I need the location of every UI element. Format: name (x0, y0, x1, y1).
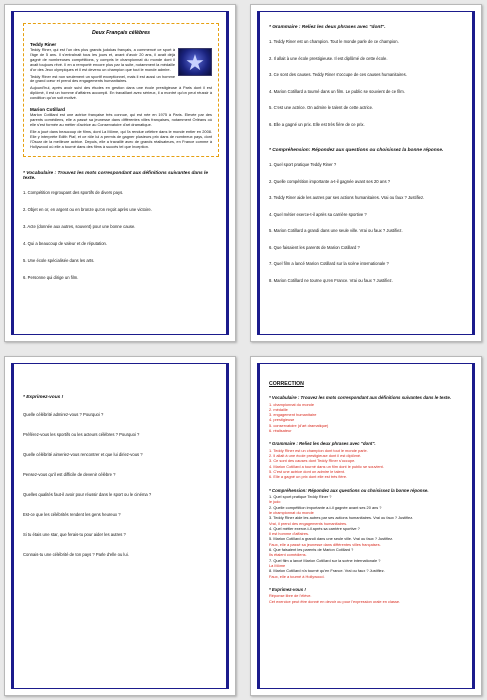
express-item: Quelles qualités faut-il avoir pour réussir dans le sport ou le cinéma ? (23, 492, 152, 497)
grammar-item: 6. Elle a gagné un prix. Elle est très fière de ce prix. (269, 121, 365, 127)
answer: 2. médaille (269, 406, 288, 412)
correction-title: CORRECTION (269, 381, 304, 387)
box-title: Deux Français célèbres (92, 30, 150, 36)
page-1 (4, 4, 236, 342)
question: 3. Teddy Riner aide les autres par ses actions humanitaires. Vrai ou faux ? Justifiez. (269, 515, 414, 521)
grammar-item: 3. Ce sont des causes. Teddy Riner s'occupe de ces causes humanitaires. (269, 72, 407, 77)
teddy-photo (178, 48, 212, 76)
question: 8. Marion Cotillard n'a tourné qu'en France. Vrai ou faux ? Justifiez. (269, 568, 385, 574)
grammar-item: 4. Marion Cotillard a tourné dans un film. Le public se souvient de ce film. (269, 88, 405, 94)
vocab-item: 3. Acte (donnée aux autres, souvent) pour une bonne cause. (23, 224, 136, 230)
grammar-item: 5. C'est une actrice. On admire le talent de cette actrice. (269, 105, 374, 110)
vocab-item: 5. Une école spécialisée dans les arts. (23, 258, 95, 264)
page-4 (250, 356, 482, 696)
answer: La Môme (269, 562, 286, 568)
comprehension-item: 8. Marion Cotillard ne tourne qu'en France. Vrai ou faux ? Justifiez. (269, 277, 393, 283)
comprehension-item: 7. Quel film a lancé Marion Cotillard sur la scène internationale ? (269, 261, 389, 266)
bio-paragraph: Marion Cotillard est une actrice française très connue, qui est née en 1975 à Paris. Elevée par des parents comédiens, elle a passé sa jeunesse dans différentes villes françaises, notamment Orléans où elle s'est formée au métier d'actrice au Conservatoire d'art dramatique. (30, 112, 212, 127)
correction-express-heading: * Exprimez-vous ! (269, 586, 306, 592)
vocab-item: 1. Compétition regroupant des sportifs de divers pays. (23, 190, 124, 196)
answer: Faux, elle a tourné à Hollywood. (269, 573, 325, 579)
answer: 4. prestigieuse (269, 417, 295, 423)
correction-comprehension-heading: * Compréhension: Répondez aux questions ou choisissez la bonne réponse. (269, 487, 429, 493)
express-item: Quelle célébrité admirez-vous ? Pourquoi ? (23, 412, 104, 417)
page-1-content (23, 21, 219, 292)
answer: 5. conservatoire (d'art dramatique) (269, 422, 329, 428)
answer: Faux, elle a passé sa jeunesse dans différentes villes françaises. (269, 541, 381, 547)
comprehension-item: 1. Quel sport pratique Teddy Riner ? (269, 162, 337, 167)
comprehension-item: 4. Quel métier exerce-t-il après sa carrière sportive ? (269, 211, 367, 217)
answer: 3. engagement humanitaire (269, 412, 317, 418)
grammar-item: 2. Il allait à une école prestigieuse. Il est diplômé de cette école. (269, 55, 388, 61)
correction-vocab-heading: * Vocabulaire : Trouvez les mots correspondant aux définitions suivantes dans le texte. (269, 395, 452, 400)
answer: 5. C'est une actrice dont on admire le talent. (269, 468, 346, 474)
page-3 (4, 356, 236, 696)
answer: le judo (269, 499, 281, 505)
bio-paragraph: Teddy Riner, qui est l'un des plus grands judokas français, a commencé ce sport à l'âge de 5 ans. Il s'entraînait tous les jours et, avant d'avoir 20 ans, il avait déjà gagné de nombreuses compétitions, y compris le championnat du monde dont il avait toujours rêvé. Il en a remporté encore plus par la suite, notamment la médaille d'or des Jeux olympiques et il est devenu un champion que tout le monde admire. (30, 47, 175, 72)
star-icon: ★ (185, 50, 205, 75)
express-item: Est-ce que les célébrités rendent les gens heureux ? (23, 512, 121, 517)
comprehension-item: 5. Marion Cotillard a grandi dans une seule ville. Vrai ou faux ? Justifiez. (269, 228, 403, 233)
page-2 (250, 4, 482, 342)
answer: Ils étaient comédiens. (269, 552, 307, 558)
question: 6. Que faisaient les parents de Marion Cotillard ? (269, 547, 354, 553)
text-box (23, 23, 219, 157)
comprehension-item: 2. Quelle compétition importante a-t-il gagnée avant ses 20 ans ? (269, 178, 391, 184)
answer: 3. Ce sont des causes dont Teddy Riner s'occupe. (269, 458, 356, 464)
answer: 6. réalisateur (269, 427, 292, 433)
answer: Réponse libre de l'élève. (269, 593, 312, 599)
comprehension-heading: * Compréhension: Répondez aux questions ou choisissez la bonne réponse. (269, 148, 444, 153)
bio-paragraph: Aujourd'hui, après avoir suivi des études en gestion dans une école prestigieuse à Paris dont il est diplômé, il est un homme d'affaires accompli. En travaillant avec sérieux, il a montré qu'on peut réussir à condition qu'on soit motivé. (30, 85, 212, 101)
page-3-content (23, 395, 219, 572)
answer: 6. Elle a gagné un prix dont elle est très fière. (269, 474, 348, 480)
answer: 4. Marion Cotillard a tourné dans un film dont le public se souvient. (269, 463, 384, 469)
grammar-heading: * Grammaire : Reliez les deux phrases avec "dont". (269, 25, 386, 30)
question: 7. Quel film a lancé Marion Cotillard sur la scène internationale ? (269, 557, 381, 563)
bio-name-teddy: Teddy Riner (30, 42, 57, 47)
answer: Vrai, il prend des engagements humanitaires. (269, 520, 348, 526)
answer: le championnat du monde (269, 509, 314, 515)
bio-paragraph: Elle a joué dans beaucoup de films, dont La Môme, qui l'a rendue célèbre dans le monde entier en 2008. Elle y interprète Edith Piaf, et ce rôle lui a permis de gagner plusieurs prix dans de nombreux pays, dont l'Oscar de la meilleure actrice. Depuis, elle a travaillé avec de grands réalisateurs, en France comme à Hollywood où elle a tourné dans des films à succès tel que Inception. (30, 128, 212, 149)
comprehension-item: 3. Teddy Riner aide les autres par ses actions humanitaires. Vrai ou faux ? Justifiez. (269, 195, 425, 200)
comprehension-item: 6. Que faisaient les parents de Marion Cotillard ? (269, 244, 360, 250)
answer: 2. Il allait à une école prestigieuse dont il est diplômé. (269, 453, 362, 459)
bio-name-marion: Marion Cotillard (30, 107, 65, 113)
grammar-item: 1. Teddy Riner est un champion. Tout le monde parle de ce champion. (269, 39, 399, 44)
vocab-item: 4. Qui a beaucoup de valeur et de réputation. (23, 241, 108, 247)
answer: 1. Teddy Riner est un champion dont tout le monde parle. (269, 447, 368, 453)
express-item: Si tu étais une star, que ferais-tu pour aider les autres ? (23, 532, 126, 537)
page-4-content (269, 381, 465, 604)
page-2-content (269, 25, 465, 294)
vocab-item: 2. Objet en or, en argent ou en bronze qu'on reçoit après une victoire. (23, 207, 152, 213)
answer: 1. championnat du monde (269, 401, 314, 407)
express-heading: * Exprimez-vous ! (23, 395, 64, 400)
express-item: Préférez-vous les sportifs ou les acteurs célèbres ? Pourquoi ? (23, 432, 140, 437)
express-item: Quelle célébrité aimeriez-vous rencontrer et que lui diriez-vous ? (23, 452, 143, 457)
question: 2. Quelle compétition importante a-t-il gagnée avant ses 20 ans ? (269, 504, 382, 510)
question: 5. Marion Cotillard a grandi dans une seule ville. Vrai ou faux ? Justifiez. (269, 536, 394, 542)
correction-grammar-heading: * Grammaire : Reliez les deux phrases avec "dont". (269, 441, 376, 447)
express-item: Connais-tu une célébrité de ton pays ? Parle d'elle ou lui. (23, 552, 129, 557)
answer: Cet exercice peut être donné en devoir ou pour l'expression orale en classe. (269, 598, 401, 604)
express-item: Pensez-vous qu'il est difficile de devenir célèbre ? (23, 472, 116, 477)
question: 1. Quel sport pratique Teddy Riner ? (269, 494, 332, 500)
vocab-item: 6. Personne qui dirige un film. (23, 275, 79, 281)
bio-paragraph: Teddy Riner est non seulement un sportif exceptionnel, mais il est aussi un homme de grand cœur et prend des engagements humanitaires. (30, 73, 175, 84)
answer: Il est homme d'affaires. (269, 531, 310, 537)
question: 4. Quel métier exerce-t-il après sa carrière sportive ? (269, 525, 360, 531)
vocab-heading: * Vocabulaire : Trouvez les mots correspondant aux définitions suivantes dans le texte. (23, 171, 208, 182)
